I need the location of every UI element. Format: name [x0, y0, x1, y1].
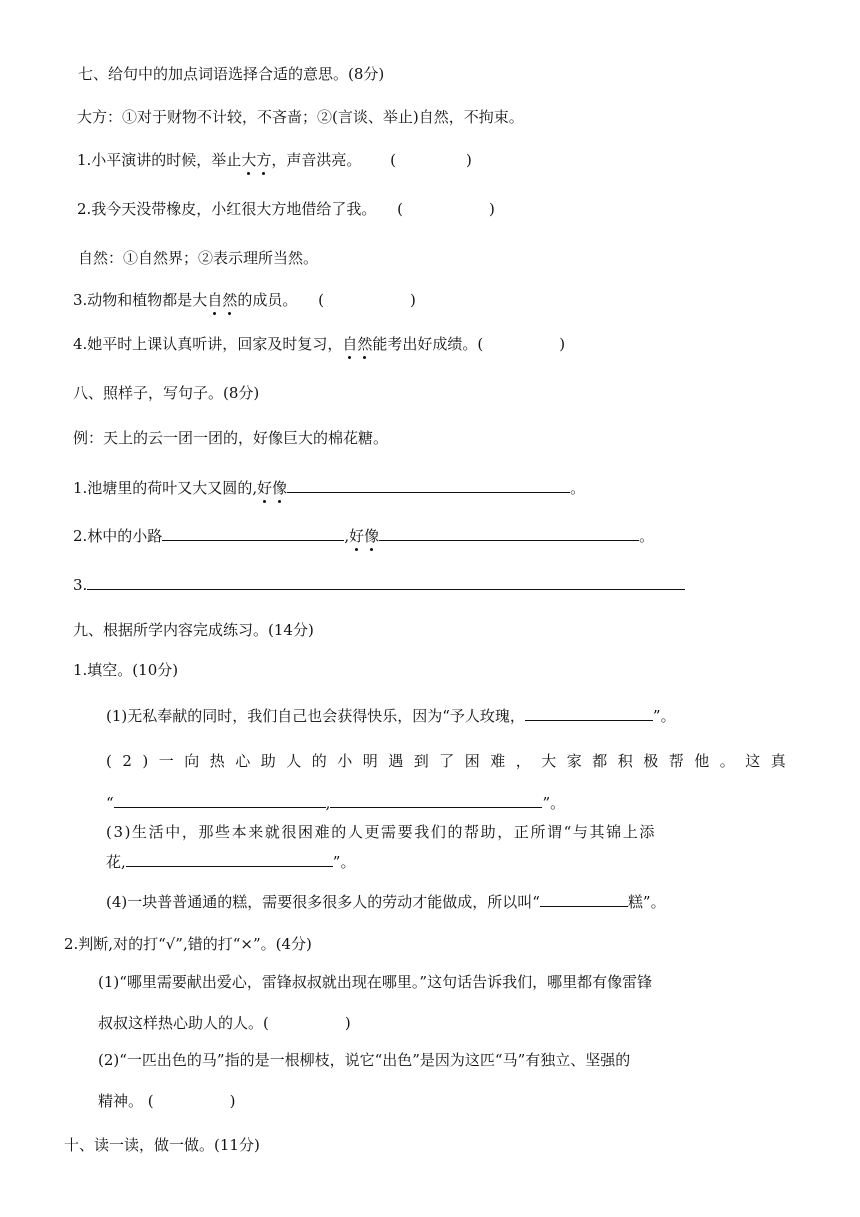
fill-9-1-3-line1: (3)生活中，那些本来就很困难的人更需要我们的帮助，正所谓“与其锦上添 [106, 823, 656, 841]
answer-blank-9-1-3[interactable] [126, 852, 333, 867]
answer-paren-7-3[interactable]: ( ) [318, 291, 416, 309]
answer-blank-8-2a[interactable] [162, 526, 344, 541]
question-7-2: 2.我今天没带橡皮，小红很大方地借给了我。 ( ) [77, 200, 495, 218]
answer-blank-9-1-4[interactable] [540, 892, 628, 907]
answer-paren-9-2-1[interactable]: ) [344, 1014, 351, 1032]
fill-9-1-3-line2: 花, ”。 [106, 853, 356, 871]
answer-paren-9-2-2[interactable]: ) [229, 1092, 236, 1110]
question-8-1: 1.池塘里的荷叶又大又圆的,好像 。 [73, 479, 586, 497]
example-sentence: 例：天上的云一团一团的，好像巨大的棉花糖。 [73, 429, 389, 447]
question-7-1: 1.小平演讲的时候，举止大方，声音洪亮。 ( ) [77, 151, 472, 169]
judge-9-2-2-line1: (2)“一匹出色的马”指的是一根柳枝，说它“出色”是因为这匹“马”有独立、坚强的 [98, 1051, 631, 1069]
section-9-title: 九、根据所学内容完成练习。(14分) [73, 621, 314, 639]
fill-9-1-2-line1: (2)一向热心助人的小明遇到了困难，大家都积极帮他。这真 [106, 752, 797, 770]
section-7-title: 七、给句中的加点词语选择合适的意思。(8分) [78, 65, 385, 83]
definition-ziran: 自然：①自然界；②表示理所当然。 [78, 249, 319, 267]
answer-paren-7-2[interactable]: ( ) [397, 200, 495, 218]
section-8-title: 八、照样子，写句子。(8分) [73, 384, 260, 402]
answer-blank-9-1-2a[interactable] [114, 793, 326, 808]
fill-9-1-4: (4)一块普普通通的糕，需要很多很多人的劳动才能做成，所以叫“ 糕”。 [106, 893, 666, 911]
answer-blank-8-3[interactable] [87, 575, 685, 590]
fill-9-1-1: (1)无私奉献的同时，我们自己也会获得快乐，因为“予人玫瑰， ”。 [106, 707, 676, 725]
answer-blank-8-2b[interactable] [379, 526, 639, 541]
answer-blank-9-1-2b[interactable] [330, 793, 542, 808]
question-8-2: 2.林中的小路 ,好像 。 [73, 527, 655, 545]
answer-blank-9-1-1[interactable] [525, 706, 653, 721]
section-10-title: 十、读一读，做一做。(11分) [64, 1136, 260, 1154]
part-9-1-title: 1.填空。(10分) [73, 661, 179, 679]
question-7-4: 4.她平时上课认真听讲，回家及时复习，自然能考出好成绩。( ) [73, 335, 566, 353]
answer-blank-8-1[interactable] [287, 478, 570, 493]
answer-paren-7-4[interactable]: ( ) [477, 335, 566, 353]
question-7-3: 3.动物和植物都是大自然的成员。 ( ) [73, 291, 416, 309]
question-8-3: 3. [73, 575, 685, 595]
judge-9-2-1-line1: (1)“哪里需要献出爱心，雷锋叔叔就出现在哪里。”这句话告诉我们，哪里都有像雷锋 [98, 973, 653, 991]
answer-paren-7-1[interactable]: ( ) [390, 151, 472, 169]
judge-9-2-1-line2: 叔叔这样热心助人的人。( ) [98, 1014, 351, 1032]
fill-9-1-2-line2: “ , ”。 [106, 794, 566, 812]
definition-dafang: 大方：①对于财物不计较，不吝啬；②(言谈、举止)自然，不拘束。 [77, 108, 524, 126]
judge-9-2-2-line2: 精神。 ( ) [98, 1092, 236, 1110]
part-9-2-title: 2.判断,对的打“√”,错的打“×”。(4分) [64, 935, 312, 953]
